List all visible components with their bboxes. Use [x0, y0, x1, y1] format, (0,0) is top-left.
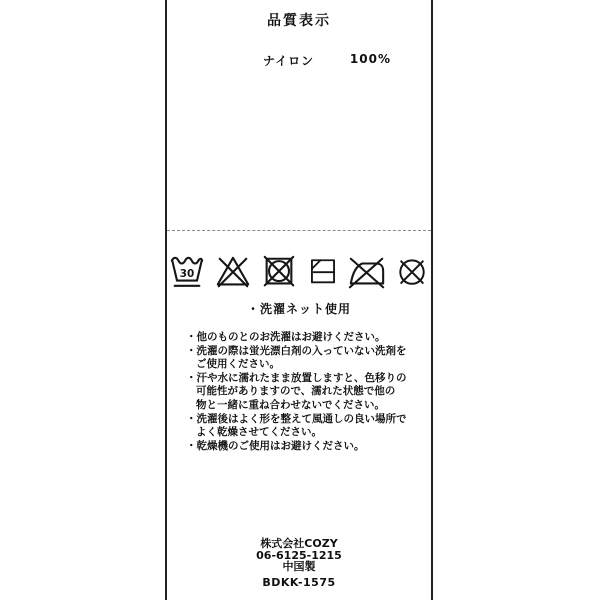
- wash-temperature-text: 30: [179, 267, 195, 280]
- care-instructions: [186, 331, 425, 453]
- care-label: [165, 0, 433, 600]
- instruction-line: ・洗濯の際は蛍光漂白剤の入っていない洗剤を: [186, 344, 407, 357]
- do-not-iron-icon: [348, 251, 386, 295]
- instruction-line: ・他のものとのお洗濯はお避けください。: [186, 331, 386, 343]
- perforation-divider: [167, 230, 431, 231]
- material-percentage: 100%: [349, 52, 391, 66]
- instruction-line: ・汗や水に濡れたまま放置しますと、色移りの: [186, 371, 407, 384]
- do-not-bleach-icon: [214, 251, 252, 295]
- phone-number: 06-6125-1215: [256, 548, 342, 562]
- material-name: ナイロン: [263, 54, 315, 68]
- instruction-line-continuation: ご使用ください。: [196, 358, 280, 371]
- instruction-line: ・乾燥機のご使用はお避けください。: [186, 439, 365, 452]
- do-not-dry-clean-icon: [394, 251, 430, 295]
- machine-wash-30-gentle-icon: [168, 251, 206, 295]
- label-title: 品質表示: [267, 13, 331, 29]
- instruction-line-continuation: 物と一緒に重ね合わせないでください。: [196, 398, 385, 411]
- do-not-tumble-dry-icon: [260, 251, 298, 295]
- item-code: BDKK-1575: [262, 575, 336, 589]
- instruction-line-continuation: 可能性がありますので、濡れた状態で他の: [196, 385, 396, 398]
- country-of-origin: 中国製: [282, 560, 316, 574]
- composition-row: [263, 52, 391, 69]
- company-name: 株式会社COZY: [260, 537, 338, 550]
- instruction-line: ・洗濯後はよく形を整えて風通しの良い場所で: [186, 412, 407, 425]
- flat-dry-in-shade-icon: [306, 251, 340, 295]
- label-footer: [167, 538, 431, 588]
- care-symbols-row: [167, 251, 431, 295]
- instruction-line-continuation: よく乾燥させてください。: [196, 426, 322, 439]
- laundry-net-note: ・洗濯ネット使用: [246, 302, 351, 316]
